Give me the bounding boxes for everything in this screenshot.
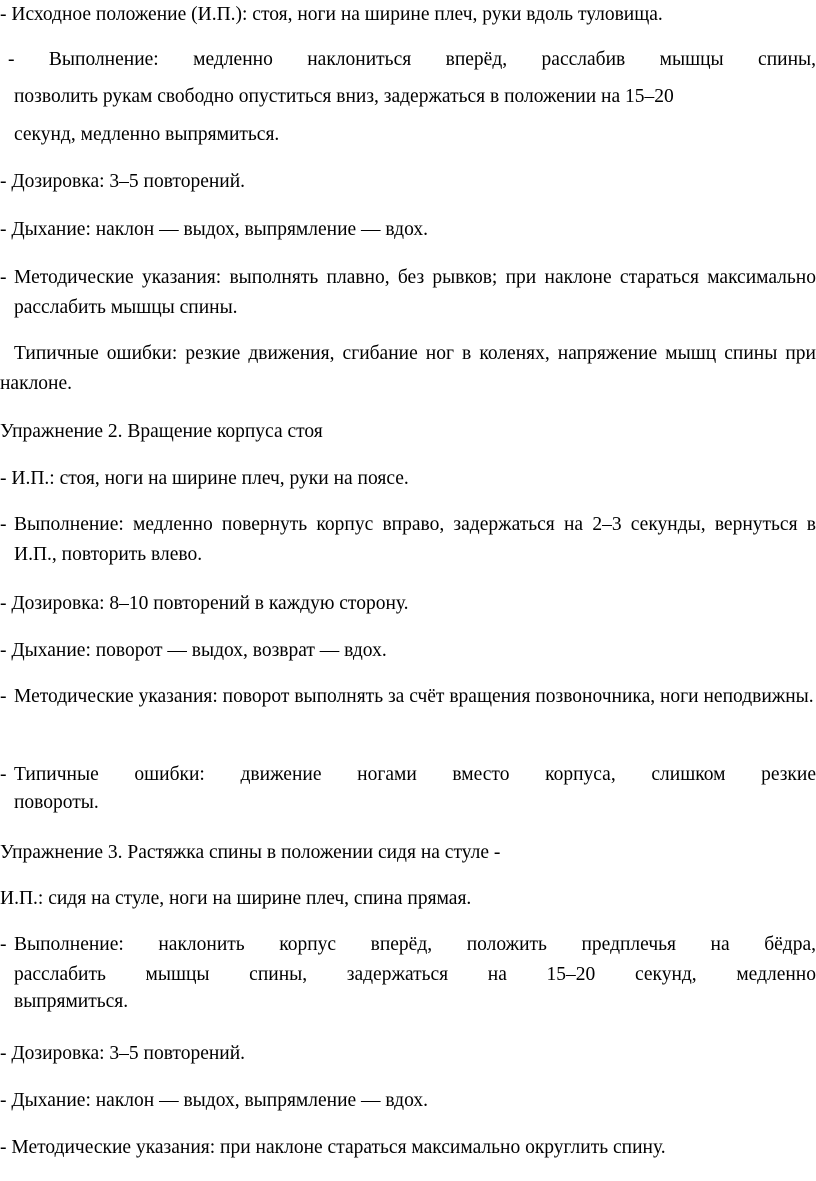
ex2-dosage: - Дозировка: 8–10 повторений в каждую сторону. [0,593,409,614]
ex1-execution-line-3: секунд, медленно выпрямиться. [14,124,280,145]
ex2-typical-errors-line-2: повороты. [14,792,99,813]
list-dash: - [0,267,7,288]
ex1-execution-line-1: - Выполнение: медленно наклониться вперёд, расслабив мышцы спины, [8,49,816,70]
ex1-execution-line-2: позволить рукам свободно опуститься вниз, задержаться в положении на 15–20 [14,86,674,107]
list-dash: - [0,934,7,955]
list-dash: - [0,686,7,707]
ex1-start-position: - Исходное положение (И.П.): стоя, ноги на ширине плеч, руки вдоль туловища. [0,4,663,25]
ex2-method-notes-text: Методические указания: поворот выполнять за счёт вращения позвоночника, ноги неподвижны. [14,686,814,707]
ex2-breathing: - Дыхание: поворот — выдох, возврат — вдох. [0,640,387,661]
ex3-breathing: - Дыхание: наклон — выдох, выпрямление — вдох. [0,1090,428,1111]
ex2-heading: Упражнение 2. Вращение корпуса стоя [0,421,323,442]
ex3-method-notes: - Методические указания: при наклоне стараться максимально округлить спину. [0,1137,666,1158]
ex2-typical-errors-line-1: Типичные ошибки: движение ногами вместо корпуса, слишком резкие [14,764,816,785]
ex3-start-position: И.П.: сидя на стуле, ноги на ширине плеч, спина прямая. [0,888,472,909]
ex3-execution-line-3: выпрямиться. [14,991,129,1012]
ex3-dosage: - Дозировка: 3–5 повторений. [0,1043,246,1064]
ex3-execution-line-1: Выполнение: наклонить корпус вперёд, положить предплечья на бёдра, [14,934,816,955]
ex3-execution-line-2: расслабить мышцы спины, задержаться на 15–20 секунд, медленно [14,964,816,985]
ex1-dosage: - Дозировка: 3–5 повторений. [0,171,246,192]
ex1-breathing: - Дыхание: наклон — выдох, выпрямление — вдох. [0,219,428,240]
ex2-execution-text: Выполнение: медленно повернуть корпус вправо, задержаться на 2–3 секунды, вернуться в И.П., повторить влево. [14,514,816,565]
list-dash: - [0,764,7,785]
ex2-start-position: - И.П.: стоя, ноги на ширине плеч, руки на поясе. [0,468,409,489]
list-dash: - [0,514,7,535]
ex3-heading: Упражнение 3. Растяжка спины в положении сидя на стуле - [0,842,501,863]
ex1-method-notes-text: Методические указания: выполнять плавно, без рывков; при наклоне стараться максимально расслабить мышцы спины. [14,267,816,318]
ex1-typical-errors: Типичные ошибки: резкие движения, сгибание ног в коленях, напряжение мышц спины при наклоне. [0,343,816,394]
